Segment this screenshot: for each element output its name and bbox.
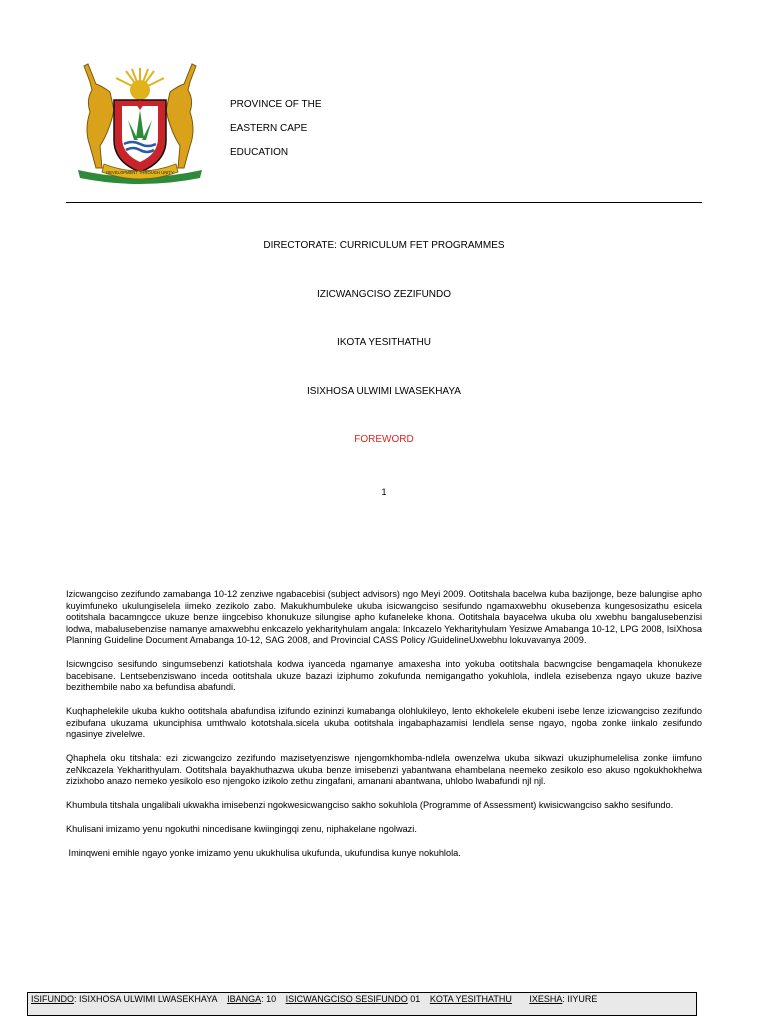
header-line-education: EDUCATION: [230, 147, 289, 158]
motto-text: DEVELOPMENT THROUGH UNITY: [106, 170, 174, 175]
header-line-province: PROVINCE OF THE: [230, 99, 322, 110]
footer-label-subject: ISIFUNDO: [31, 994, 75, 1004]
header-line-eastern-cape: EASTERN CAPE: [230, 123, 308, 134]
footer-value-time: : IIYURE: [562, 994, 598, 1004]
header-divider: [66, 202, 702, 203]
foreword-heading: FOREWORD: [354, 434, 414, 445]
paragraph: Iminqweni emihle ngayo yonke imizamo yenu ukukhulisa ukufunda, ukufundisa kunye nokuhlola.: [66, 847, 461, 858]
paragraph: Qhaphela oku titshala: ezi zicwangcizo zezifundo mazisetyenziswe njengomkhomba-ndlela owenzelwa ukuba sikwazi ukuziphumelelisa zonke iimfuno zeNkcazela Yekharithyulam. Ootitshala bayakhuthazwa ukuba benze imisebenzi yabantwana ehambelana neemeko zesikolo eso akuso ngokukhokhelwa zizixhobo anazo nemeko yesikolo eso njengoko izikolo zethu zingafani, amanani abantwana, uhlobo lwabafundi njl njl.: [66, 753, 702, 787]
footer-label-grade: IBANGA: [227, 994, 262, 1004]
paragraph: Khumbula titshala ungalibali ukwakha imisebenzi ngokwesicwangciso sakho sokuhlola (Programme of Assessment) kwisicwangciso sakho sesifundo.: [66, 800, 674, 811]
footer-label-lesson-plan: ISICWANGCISO SESIFUNDO: [285, 994, 408, 1004]
footer-label-time: IXESHA: [529, 994, 563, 1004]
paragraph: Khulisani imizamo yenu ngokuthi nincedisane kwiingingqi zenu, niphakelane ngolwazi.: [66, 823, 417, 834]
footer-value-grade: : 10: [261, 994, 277, 1004]
footer-value-lesson-plan: 01: [407, 994, 421, 1004]
subject-title: ISIXHOSA ULWIMI LWASEKHAYA: [307, 386, 461, 397]
sun-disc: [130, 80, 150, 100]
footer-label-term: KOTA YESITHATHU: [429, 994, 512, 1004]
paragraph: Isicwngciso sesifundo singumsebenzi katiotshala kodwa iyanceda ngamanye amaxesha into yokuba ootitshala bacwngcise bengamaqela khonukeze bacebisane. Lentsebenziswano inceda ootitshala ukuze bazazi iziphumo zokufunda nemigangatho yokuhlola, indlela ezisebenza ngayo ukuze bazive bezithembile nabo xa befundisa abafundi.: [66, 659, 702, 693]
page-footer: [27, 992, 697, 1016]
paragraph: Kuqhaphelekile ukuba kukho ootitshala abafundisa izifundo ezininzi kumabanga olohlukileyo, lento ekhokelele ekubeni isebe lenze izicwangciso zezifundo ezibufana ukuzama ukunciphisa umthwalo kototshala.sicela ukuba ootitshala ingabaphazamisi lendlela sense ngayo, ngoba zonke iinkalo zesifundo ngasinye zivelelwe.: [66, 706, 702, 740]
header-organisation: [230, 93, 322, 165]
left-antelope-supporter: [84, 64, 114, 168]
footer-value-subject: : ISIXHOSA ULWIMI LWASEKHAYA: [74, 994, 218, 1004]
right-antelope-supporter: [166, 64, 196, 168]
document-type-title: IZICWANGCISO ZEZIFUNDO: [316, 289, 452, 300]
foreword-body: [66, 589, 702, 871]
eastern-cape-coat-of-arms-logo: [70, 60, 210, 190]
paragraph: Izicwangciso zezifundo zamabanga 10-12 zenziwe ngabacebisi (subject advisors) ngo Meyi 2009. Ootitshala bacelwa kuba bazijonge, beze balungise apho kuyimfuneko ukulungiselela iimeko zezikolo zabo. Makukhumbuleke ukuba isicwangciso sesifundo ngamaxwebhu okusebenza kungesosizathu esicela ootitshala bacamngcce ukuze benze iingcebiso khonukuze silungise apho kufaneleke khona. Ootitshala bayacelwa ukuba olu xwebhu bangalusebenzisi lodwa, mabalusebenzise namanye amaxwebhu enkcazelo yekharityhulam angala: Inkcazelo Yekharityhulam Yesizwe Amabanga 10-12, LPG 2008, IsiXhosa Planning Guideline Document Amabanga 10-12, SAG 2008, and Provincial CASS Policy /GuidelineUxwebhu lokuvavanya 2009.: [66, 589, 702, 646]
page-number: 1: [381, 487, 387, 497]
directorate-title: DIRECTORATE: CURRICULUM FET PROGRAMMES: [263, 240, 505, 251]
term-title: IKOTA YESITHATHU: [337, 337, 431, 348]
